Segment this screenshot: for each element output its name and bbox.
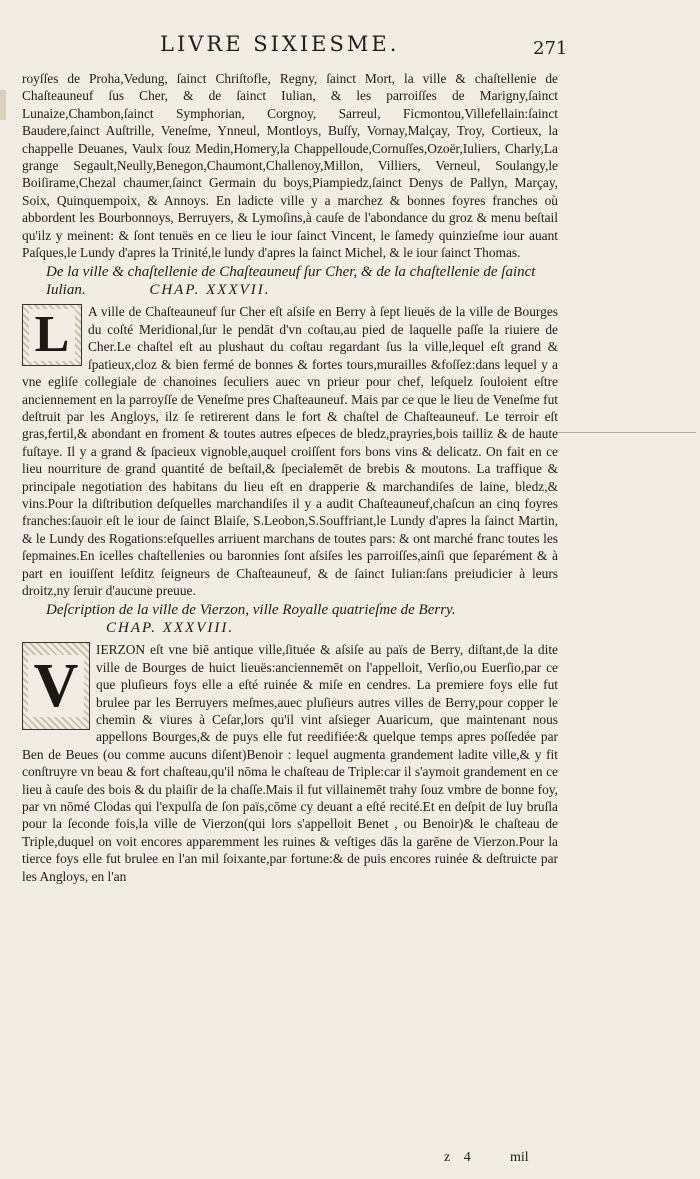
chapter-38-text: IERZON eſt vne biē antique ville,ſituée & aſsiſe au païs de Berry, diſtant,de la dite ville de Bourges de huict lieuës:anciennemēt on l'appelloit, Verſio,ou Euerſio,par ce que pluſieurs foys elle a eſté ruinée & miſe en cendres. La premiere foys elle fut brulee par les Berruyers meſmes,auec pluſieurs autres villes de Berry,pour copper le chemin & viures à Ceſar,lors qu'il vint aſsieger Auaricum, que maintenant nous appellons Bourges,& de puys elle fut reedifiée:& quelque temps apres poſſedée par Ben de Beues (ou comme aucuns diſent)Benoir : lequel augmenta grandement ladite ville,& y fit conſtruyre vn beau & fort chaſteau,qu'il nōma le chaſteau de Triple:car il s'aymoit grandement en ce lieu à cauſe des bois & du plaiſir de la chaſſe.Mais il fut villainemēt trahy ſouz vmbre de bonne foy, par vn nōmé Clodas qui l'expulſa de ſon païs,cōme cy deuant a eſté recité.Et en deſpit de luy bruſla pour la ſeconde fois,la ville de Vierzon(qui lors s'appelloit Benet , ou Benoir)& le chaſteau de Triple,duquel on voit encores apparemment les ruines & veſtiges dās la garēne de Vierzon.Pour la tierce foys elle fut brulee en l'an mil ſoixante,par fortune:& de puis encores ruinée & deſtruicte par les Angloys, en l'an bbox=[22, 642, 558, 884]
chapter-37-title: De la ville & chaſtellenie de Chaſteauneuf ſur Cher, & de la chaſtellenie de ſainct Iulian. bbox=[46, 264, 536, 299]
chapter-37-number: CHAP. XXXVII. bbox=[149, 282, 271, 299]
decorated-initial-v: V bbox=[22, 642, 90, 730]
page-header bbox=[0, 30, 700, 66]
chapter-38-heading bbox=[22, 601, 558, 637]
chapter-38-title: Deſcription de la ville de Vierzon, ville Royalle quatrieſme de Berry. bbox=[46, 602, 456, 619]
chapter-38-body bbox=[22, 641, 558, 885]
chapter-37-text: A ville de Chaſteauneuf ſur Cher eſt aſsiſe en Berry à ſept lieuës de la ville de Bourges du coſté Meridional,ſur le pendāt d'vn coſtau,au pied de laquelle paſſe la riuiere de Cher.Le chaſtel eſt au plushaut du coſtau regardant ſus la ville,lequel eſt grand & ſpatieux,cloz & bien fermé de bonnes & fortes tours,murailles &foſſez:dans lequel y a vne egliſe collegiale de chanoines ſeculiers auec vn prieur pour chef, leſquelz ſouloient eſtre anciennement en la parroyſſe de Veneſme pres Chaſteauneuf. Mais par ce que le lieu de Veneſme fut deſtruit par les Angloys, ilz ſe retirerent dans le fort & chaſtel de Chaſteauneuf. Le terroir eſt gras,fertil,& abondant en froment & toutes autres eſpeces de bledz,prayries,bois tailliz & de haute fuſtaye. Il y a grand & ſpacieux vignoble,auquel croiſſent fors bons vins & delicatz. On fait en ce lieu nourriture de grand quantité de beſtail,& ſpecialemēt de brebis & moutons. La traffique & principale negotiation des habitans du lieu eſt en drapperie & marchandiſes de laine, bledz,& vins.Pour la diſtribution deſquelles marchandiſes il y a audit Chaſteauneuf,chaſcun an cinq foyres franches:ſauoir eſt le iour de ſainct Blaiſe, S.Leobon,S.Souffriant,le Lundy d'apres la ſainct Martin, & le Lundy des Rogations:eſquelles arriuent marchans de toutes pars: & ont marché franc toutes les ſepmaines.En icelles chaſtellenies ou baronnies ſont aſsiſes les parroiſſes,ainſi que ſeparément & à part en iouiſſent leſditz ſeigneurs de Chaſteauneuf, & de ſainct Iulian:ſans preiudicier à leurs droitz,ny ſeruir d'aucune preuue. bbox=[22, 304, 558, 598]
running-head: LIVRE SIXIESME. bbox=[160, 32, 400, 56]
hairline-rule bbox=[556, 432, 696, 433]
chapter-37-body bbox=[22, 303, 558, 599]
page-number: 271 bbox=[533, 38, 568, 59]
chapter-36-continuation: royſſes de Proha,Vedung, ſainct Chriſtofle, Regny, ſainct Mort, la ville & chaſtellenie de Chaſteauneuf ſus Cher, & de ſainct Iulian, & les parroiſſes de Marigny,ſainct Lunaize,Chambon,ſainct Symphorian, Corgnoy, Sarreul, Ficmontou,Villefellain:ſainct Baudere,ſainct Auſtrille, Veneſme, Ynneul, Montloys, Buſſy, Vornay,Malçay, Troy, Cortieux, la chappelle Deuanes, Vaulx ſouz Medin,Homery,la Chappelloude,Cornuſſes,Ozoër,Iuliers, Charly,La grange Segault,Neully,Benegon,Chaumont,Challenoy,Millon, Villiers, Verneul, Soulangy,le Boiſirame,Chezal chaumer,ſainct Germain du boys,Piampiedz,ſainct Denys de Pallyn, Marçay, Soix, Quinquempoix, & Annoys. En ladicte ville y a marchez & bonnes foyres franches où abbordent les Bourbonnoys, Berruyers, & Lymoſins,à cauſe de l'abondance du groz & menu beſtail qu'ilz y meinent: & ſont tenuës en ce lieu le iour ſainct Vincent, le ſamedy quinzieſme iour auant Paſques,le Lundy d'apres la Trinité,le lundy d'apres la ſainct Michel, & le iour ſainct Thomas. bbox=[22, 71, 558, 261]
chapter-38-number: CHAP. XXXVIII. bbox=[106, 620, 235, 637]
signature-mark: z 4 bbox=[444, 1150, 476, 1165]
main-text bbox=[22, 70, 558, 885]
catchword: mil bbox=[510, 1150, 529, 1165]
margin-stain bbox=[0, 90, 6, 120]
page-footer bbox=[0, 1150, 700, 1170]
decorated-initial-l: L bbox=[22, 304, 82, 366]
chapter-37-heading bbox=[22, 263, 558, 299]
